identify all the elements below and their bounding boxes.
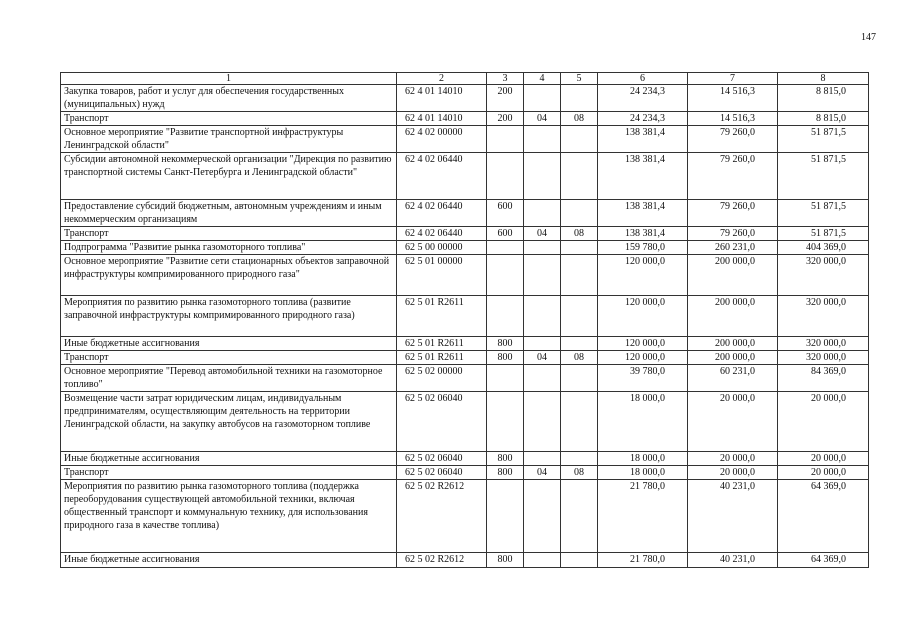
- row-amount-col8-cell: 8 815,0: [778, 112, 869, 126]
- row-vr-cell: 800: [487, 337, 524, 351]
- row-amount-col8-cell: 320 000,0: [778, 255, 869, 296]
- row-rz-cell: [524, 255, 561, 296]
- row-code-cell: 62 4 02 06440: [397, 153, 487, 200]
- row-amount-col8-cell: 51 871,5: [778, 200, 869, 227]
- row-pr-cell: [561, 452, 598, 466]
- table-row: [61, 85, 869, 112]
- row-rz-cell: 04: [524, 466, 561, 480]
- column-header: 7: [688, 73, 778, 85]
- row-rz-cell: [524, 553, 561, 568]
- row-vr-cell: 800: [487, 351, 524, 365]
- row-rz-cell: [524, 241, 561, 255]
- table-row: [61, 126, 869, 153]
- row-amount-col6-cell: 21 780,0: [598, 553, 688, 568]
- column-header: 8: [778, 73, 869, 85]
- row-name-cell: Основное мероприятие "Развитие транспортной инфраструктуры Ленинградской области": [61, 126, 397, 153]
- table-row: [61, 153, 869, 200]
- row-vr-cell: [487, 153, 524, 200]
- row-amount-col7-cell: 14 516,3: [688, 85, 778, 112]
- row-amount-col7-cell: 40 231,0: [688, 553, 778, 568]
- row-vr-cell: 800: [487, 466, 524, 480]
- row-amount-col7-cell: 260 231,0: [688, 241, 778, 255]
- row-code-cell: 62 5 02 06040: [397, 466, 487, 480]
- row-rz-cell: 04: [524, 112, 561, 126]
- row-vr-cell: 200: [487, 85, 524, 112]
- row-amount-col6-cell: 138 381,4: [598, 200, 688, 227]
- row-amount-col6-cell: 138 381,4: [598, 153, 688, 200]
- row-name-cell: Иные бюджетные ассигнования: [61, 337, 397, 351]
- row-code-cell: 62 4 02 06440: [397, 200, 487, 227]
- row-code-cell: 62 5 01 R2611: [397, 296, 487, 337]
- table-row: [61, 337, 869, 351]
- row-vr-cell: [487, 392, 524, 452]
- row-amount-col6-cell: 18 000,0: [598, 392, 688, 452]
- row-amount-col6-cell: 24 234,3: [598, 112, 688, 126]
- row-pr-cell: [561, 241, 598, 255]
- row-rz-cell: [524, 200, 561, 227]
- row-vr-cell: [487, 365, 524, 392]
- row-code-cell: 62 5 01 R2611: [397, 351, 487, 365]
- row-amount-col8-cell: 20 000,0: [778, 392, 869, 452]
- row-code-cell: 62 5 01 R2611: [397, 337, 487, 351]
- column-header: 1: [61, 73, 397, 85]
- row-amount-col7-cell: 20 000,0: [688, 452, 778, 466]
- row-name-cell: Транспорт: [61, 227, 397, 241]
- row-vr-cell: [487, 241, 524, 255]
- row-name-cell: Транспорт: [61, 112, 397, 126]
- table-row: [61, 112, 869, 126]
- row-amount-col6-cell: 18 000,0: [598, 452, 688, 466]
- row-rz-cell: [524, 85, 561, 112]
- row-pr-cell: 08: [561, 351, 598, 365]
- row-code-cell: 62 5 02 R2612: [397, 480, 487, 553]
- row-name-cell: Иные бюджетные ассигнования: [61, 452, 397, 466]
- row-amount-col8-cell: 51 871,5: [778, 126, 869, 153]
- row-amount-col8-cell: 404 369,0: [778, 241, 869, 255]
- row-amount-col7-cell: 200 000,0: [688, 351, 778, 365]
- row-pr-cell: 08: [561, 466, 598, 480]
- row-pr-cell: [561, 200, 598, 227]
- row-amount-col8-cell: 51 871,5: [778, 227, 869, 241]
- row-amount-col8-cell: 64 369,0: [778, 480, 869, 553]
- row-name-cell: Транспорт: [61, 466, 397, 480]
- row-rz-cell: 04: [524, 351, 561, 365]
- row-amount-col6-cell: 39 780,0: [598, 365, 688, 392]
- row-amount-col6-cell: 138 381,4: [598, 126, 688, 153]
- row-amount-col8-cell: 320 000,0: [778, 351, 869, 365]
- column-header: 6: [598, 73, 688, 85]
- row-pr-cell: [561, 255, 598, 296]
- row-amount-col6-cell: 21 780,0: [598, 480, 688, 553]
- table-row: [61, 553, 869, 568]
- table-row: [61, 255, 869, 296]
- row-amount-col7-cell: 79 260,0: [688, 200, 778, 227]
- row-amount-col6-cell: 138 381,4: [598, 227, 688, 241]
- row-amount-col8-cell: 20 000,0: [778, 452, 869, 466]
- row-name-cell: Возмещение части затрат юридическим лицам, индивидуальным предпринимателям, осуществляющим деятельность на территории Ленинградской области, на закупку автобусов на газомоторном топливе: [61, 392, 397, 452]
- table-row: [61, 452, 869, 466]
- row-code-cell: 62 5 01 00000: [397, 255, 487, 296]
- row-code-cell: 62 5 02 00000: [397, 365, 487, 392]
- budget-table: [60, 72, 869, 568]
- row-amount-col6-cell: 159 780,0: [598, 241, 688, 255]
- table-row: [61, 296, 869, 337]
- table-row: [61, 227, 869, 241]
- row-rz-cell: [524, 126, 561, 153]
- row-amount-col7-cell: 200 000,0: [688, 337, 778, 351]
- table-row: [61, 200, 869, 227]
- row-name-cell: Мероприятия по развитию рынка газомоторного топлива (поддержка переоборудования существующей автомобильной техники, включая общественный транспорт и коммунальную технику, для использования природного газа в качестве топлива): [61, 480, 397, 553]
- row-pr-cell: [561, 296, 598, 337]
- row-code-cell: 62 4 02 00000: [397, 126, 487, 153]
- row-pr-cell: [561, 337, 598, 351]
- table-row: [61, 392, 869, 452]
- row-rz-cell: [524, 452, 561, 466]
- row-amount-col6-cell: 18 000,0: [598, 466, 688, 480]
- row-amount-col8-cell: 20 000,0: [778, 466, 869, 480]
- table-row: [61, 466, 869, 480]
- column-header: 4: [524, 73, 561, 85]
- row-vr-cell: [487, 255, 524, 296]
- row-amount-col8-cell: 320 000,0: [778, 296, 869, 337]
- column-header: 2: [397, 73, 487, 85]
- row-amount-col7-cell: 14 516,3: [688, 112, 778, 126]
- row-amount-col8-cell: 51 871,5: [778, 153, 869, 200]
- row-name-cell: Транспорт: [61, 351, 397, 365]
- row-amount-col8-cell: 320 000,0: [778, 337, 869, 351]
- row-pr-cell: [561, 365, 598, 392]
- column-header: 5: [561, 73, 598, 85]
- row-amount-col6-cell: 120 000,0: [598, 351, 688, 365]
- row-vr-cell: 800: [487, 553, 524, 568]
- row-rz-cell: [524, 296, 561, 337]
- row-amount-col7-cell: 60 231,0: [688, 365, 778, 392]
- row-rz-cell: [524, 365, 561, 392]
- row-amount-col6-cell: 120 000,0: [598, 255, 688, 296]
- row-code-cell: 62 5 02 R2612: [397, 553, 487, 568]
- row-amount-col7-cell: 79 260,0: [688, 227, 778, 241]
- table-row: [61, 480, 869, 553]
- row-name-cell: Закупка товаров, работ и услуг для обеспечения государственных (муниципальных) нужд: [61, 85, 397, 112]
- row-name-cell: Субсидии автономной некоммерческой организации "Дирекция по развитию транспортной системы Санкт-Петербурга и Ленинградской области": [61, 153, 397, 200]
- row-rz-cell: [524, 153, 561, 200]
- row-amount-col7-cell: 79 260,0: [688, 126, 778, 153]
- row-amount-col7-cell: 40 231,0: [688, 480, 778, 553]
- row-amount-col6-cell: 24 234,3: [598, 85, 688, 112]
- row-code-cell: 62 4 01 14010: [397, 85, 487, 112]
- row-code-cell: 62 5 00 00000: [397, 241, 487, 255]
- row-name-cell: Предоставление субсидий бюджетным, автономным учреждениям и иным некоммерческим организациям: [61, 200, 397, 227]
- row-amount-col7-cell: 200 000,0: [688, 255, 778, 296]
- row-amount-col7-cell: 79 260,0: [688, 153, 778, 200]
- row-amount-col8-cell: 84 369,0: [778, 365, 869, 392]
- page-number: 147: [861, 32, 876, 43]
- row-code-cell: 62 5 02 06040: [397, 452, 487, 466]
- row-amount-col8-cell: 64 369,0: [778, 553, 869, 568]
- row-amount-col7-cell: 20 000,0: [688, 466, 778, 480]
- row-pr-cell: [561, 85, 598, 112]
- row-pr-cell: [561, 392, 598, 452]
- row-pr-cell: [561, 126, 598, 153]
- row-vr-cell: [487, 126, 524, 153]
- row-name-cell: Иные бюджетные ассигнования: [61, 553, 397, 568]
- row-amount-col6-cell: 120 000,0: [598, 337, 688, 351]
- row-amount-col7-cell: 200 000,0: [688, 296, 778, 337]
- row-name-cell: Мероприятия по развитию рынка газомоторного топлива (развитие заправочной инфраструктуры компримированного природного газа): [61, 296, 397, 337]
- row-vr-cell: [487, 296, 524, 337]
- row-vr-cell: 800: [487, 452, 524, 466]
- row-amount-col8-cell: 8 815,0: [778, 85, 869, 112]
- row-amount-col7-cell: 20 000,0: [688, 392, 778, 452]
- row-vr-cell: 200: [487, 112, 524, 126]
- row-pr-cell: 08: [561, 112, 598, 126]
- table-row: [61, 241, 869, 255]
- row-vr-cell: 600: [487, 200, 524, 227]
- table-row: [61, 365, 869, 392]
- row-rz-cell: [524, 480, 561, 553]
- row-name-cell: Основное мероприятие "Перевод автомобильной техники на газомоторное топливо": [61, 365, 397, 392]
- table-header-row: [61, 73, 869, 85]
- row-pr-cell: [561, 553, 598, 568]
- row-rz-cell: [524, 337, 561, 351]
- row-vr-cell: [487, 480, 524, 553]
- row-rz-cell: [524, 392, 561, 452]
- row-pr-cell: [561, 480, 598, 553]
- row-pr-cell: 08: [561, 227, 598, 241]
- row-pr-cell: [561, 153, 598, 200]
- table-row: [61, 351, 869, 365]
- row-vr-cell: 600: [487, 227, 524, 241]
- row-name-cell: Подпрограмма "Развитие рынка газомоторного топлива": [61, 241, 397, 255]
- row-code-cell: 62 5 02 06040: [397, 392, 487, 452]
- row-code-cell: 62 4 01 14010: [397, 112, 487, 126]
- row-code-cell: 62 4 02 06440: [397, 227, 487, 241]
- column-header: 3: [487, 73, 524, 85]
- row-amount-col6-cell: 120 000,0: [598, 296, 688, 337]
- row-name-cell: Основное мероприятие "Развитие сети стационарных объектов заправочной инфраструктуры компримированного природного газа": [61, 255, 397, 296]
- row-rz-cell: 04: [524, 227, 561, 241]
